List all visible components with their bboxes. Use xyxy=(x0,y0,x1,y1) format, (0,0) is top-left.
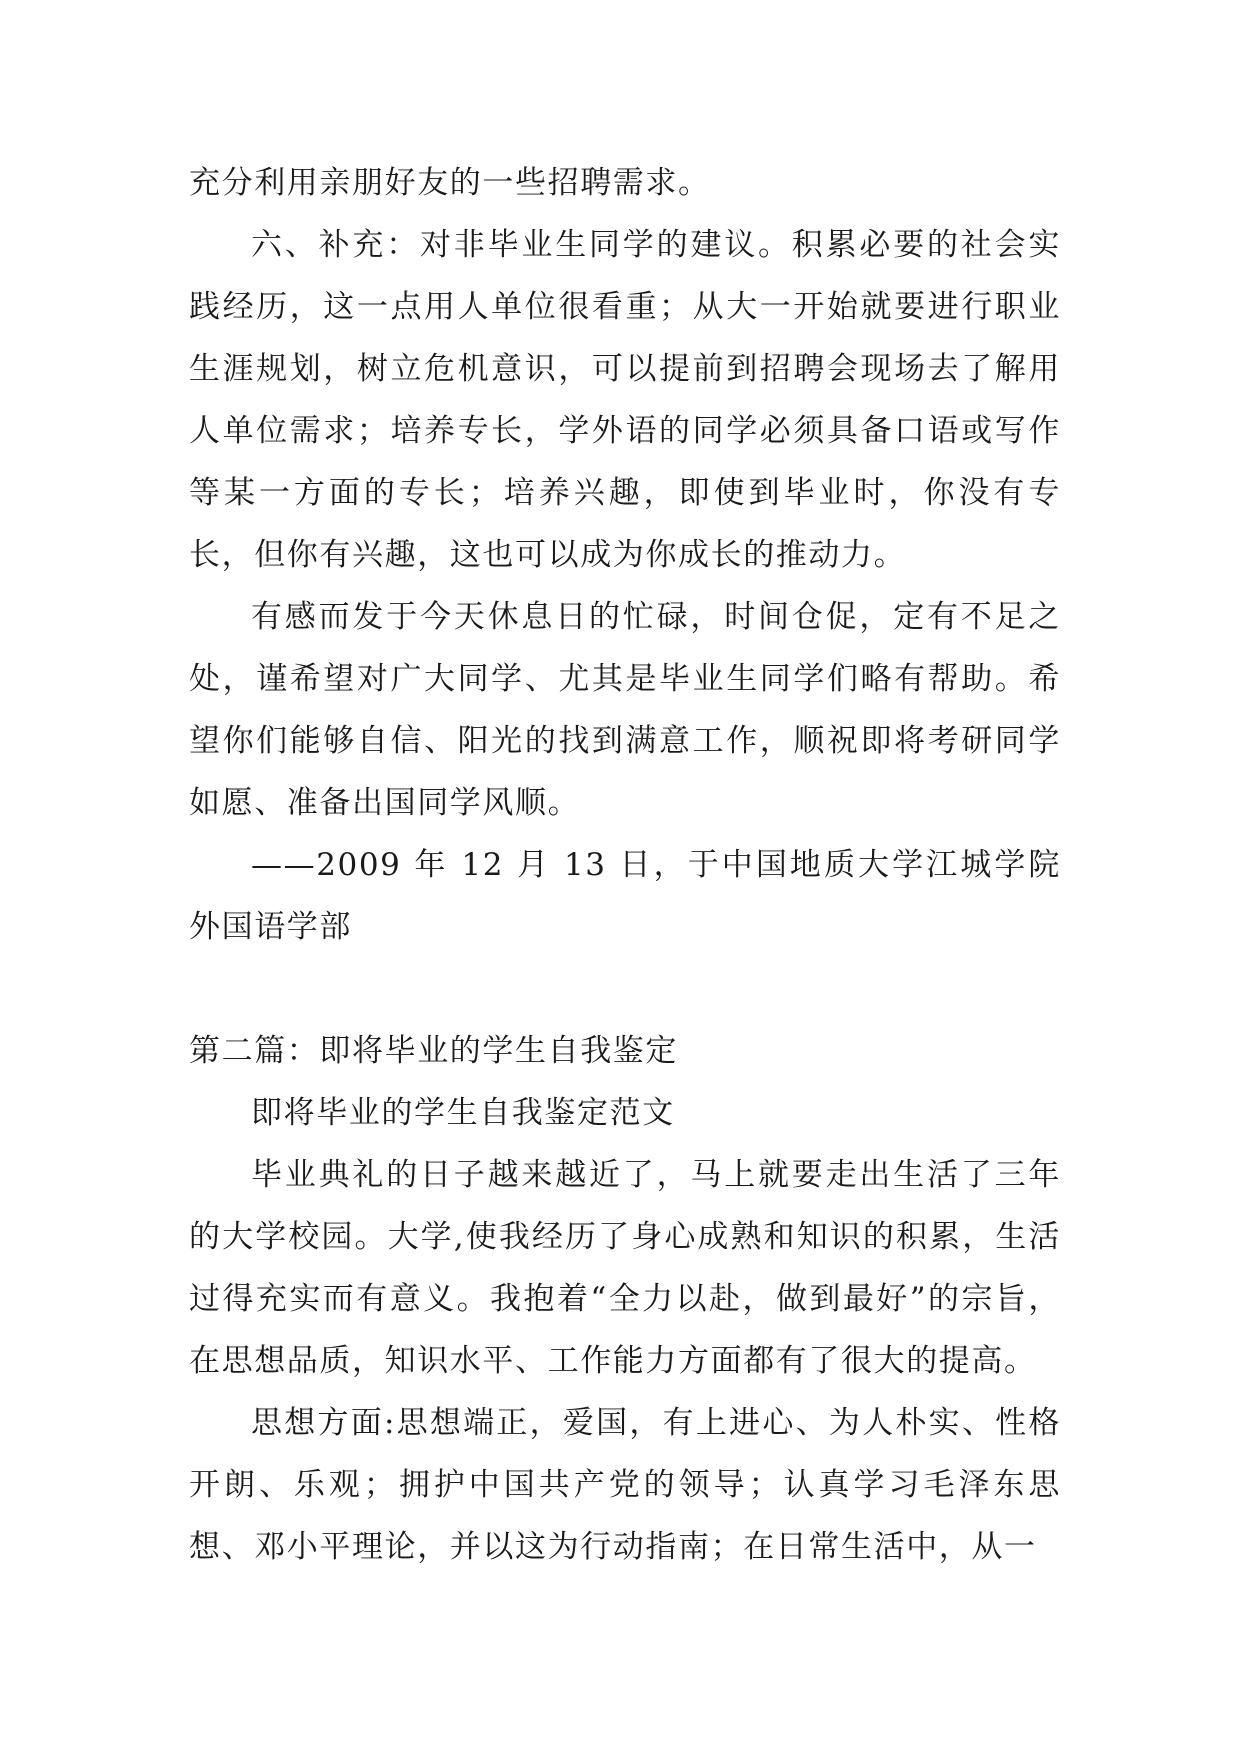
section-subtitle: 即将毕业的学生自我鉴定范文 xyxy=(251,1095,675,1131)
section-title: 第二篇：即将毕业的学生自我鉴定 xyxy=(189,1033,678,1069)
paragraph-closing: 有感而发于今天休息日的忙碌，时间仓促，定有不足之处，谨希望对广大同学、尤其是毕业生同学们略有帮助。希望你们能够自信、阳光的找到满意工作，顺祝即将考研同学如愿、准备出国同学风顺。 xyxy=(189,599,1061,821)
paragraph-intro: 毕业典礼的日子越来越近了，马上就要走出生活了三年的大学校园。大学,使我经历了身心成熟和知识的积累，生活过得充实而有意义。我抱着“全力以赴，做到最好”的宗旨，在思想品质，知识水平、工作能力方面都有了很大的提高。 xyxy=(189,1157,1061,1379)
paragraph-date-signature: ——2009 年 12 月 13 日，于中国地质大学江城学院外国语学部 xyxy=(189,847,1061,945)
document-body xyxy=(189,152,1061,1578)
paragraph-continuation: 充分利用亲朋好友的一些招聘需求。 xyxy=(189,165,711,201)
paragraph-supplement: 六、补充：对非毕业生同学的建议。积累必要的社会实践经历，这一点用人单位很看重；从大一开始就要进行职业生涯规划，树立危机意识，可以提前到招聘会现场去了解用人单位需求；培养专长，学外语的同学必须具备口语或写作等某一方面的专长；培养兴趣，即使到毕业时，你没有专长，但你有兴趣，这也可以成为你成长的推动力。 xyxy=(189,227,1061,573)
paragraph-thought: 思想方面:思想端正，爱国，有上进心、为人朴实、性格开朗、乐观；拥护中国共产党的领导；认真学习毛泽东思想、邓小平理论，并以这为行动指南；在日常生活中，从一 xyxy=(189,1405,1061,1565)
